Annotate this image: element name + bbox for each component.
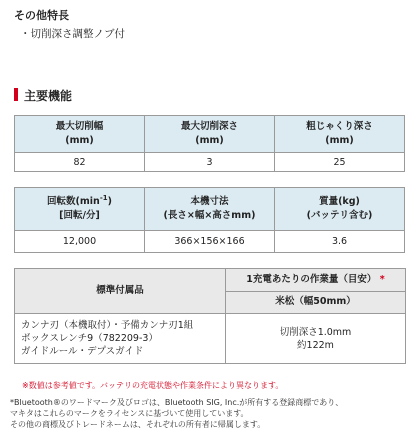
accessories-list [15, 314, 226, 364]
spec-table-body [14, 187, 405, 253]
header-rebate-depth: 粗じゃくり深さ (mm) [275, 116, 405, 153]
header-rotation-speed: 回転数$(\min^{-1})$ [回転/分] [15, 188, 145, 231]
other-features-item: ・切削深さ調整ノブ付 [20, 28, 125, 40]
header-dimensions: 本機寸法 (長さ×幅×高さmm) [145, 188, 275, 231]
main-specs-heading [14, 86, 404, 104]
work-values [226, 314, 406, 364]
header-max-cut-width: 最大切削幅 (mm) [15, 116, 145, 153]
header-accessories: 標準付属品 [15, 269, 226, 314]
header-material: 米松（幅50mm） [226, 291, 406, 314]
spec-table-cutting [14, 115, 405, 172]
value-weight: 3.6 [275, 231, 405, 253]
trademark-line: *Bluetooth®のワードマーク及びロゴは、Bluetooth SIG, Inc.が所有する登録商標であり、 [10, 398, 344, 407]
value-max-cut-depth: 3 [145, 153, 275, 172]
main-specs-title: 主要機能 [24, 89, 73, 103]
value-rotation-speed: 12,000 [15, 231, 145, 253]
trademark-notes [10, 397, 410, 430]
accessory-item: カンナ刃（本機取付）・予備カンナ刃1組 [21, 320, 194, 331]
work-depth: 切削深さ1.0mm [279, 326, 352, 338]
accessories-table [14, 268, 406, 364]
accessory-item: ボックスレンチ9（782209-3） [21, 333, 158, 344]
reference-note: ※数値は参考値です。バッテリの充電状態や作業条件により異なります。 [22, 381, 284, 390]
accessory-item: ガイドルール・デプスガイド [21, 346, 144, 357]
work-length: 約122m [297, 339, 334, 351]
section-accent-bar [14, 88, 18, 101]
value-dimensions: 366×156×166 [145, 231, 275, 253]
asterisk-mark: * [379, 273, 385, 285]
header-weight: 質量(kg) (バッテリ含む) [275, 188, 405, 231]
trademark-line: その他の商標及びトレードネームは、それぞれの所有者に帰属します。 [10, 420, 266, 429]
other-features-title: その他特長 [14, 9, 69, 22]
header-work-per-charge: 1充電あたりの作業量（目安） * [226, 269, 406, 292]
trademark-line: マキタはこれらのマークをライセンスに基づいて使用しています。 [10, 409, 249, 418]
value-rebate-depth: 25 [275, 153, 405, 172]
value-max-cut-width: 82 [15, 153, 145, 172]
header-max-cut-depth: 最大切削深さ (mm) [145, 116, 275, 153]
